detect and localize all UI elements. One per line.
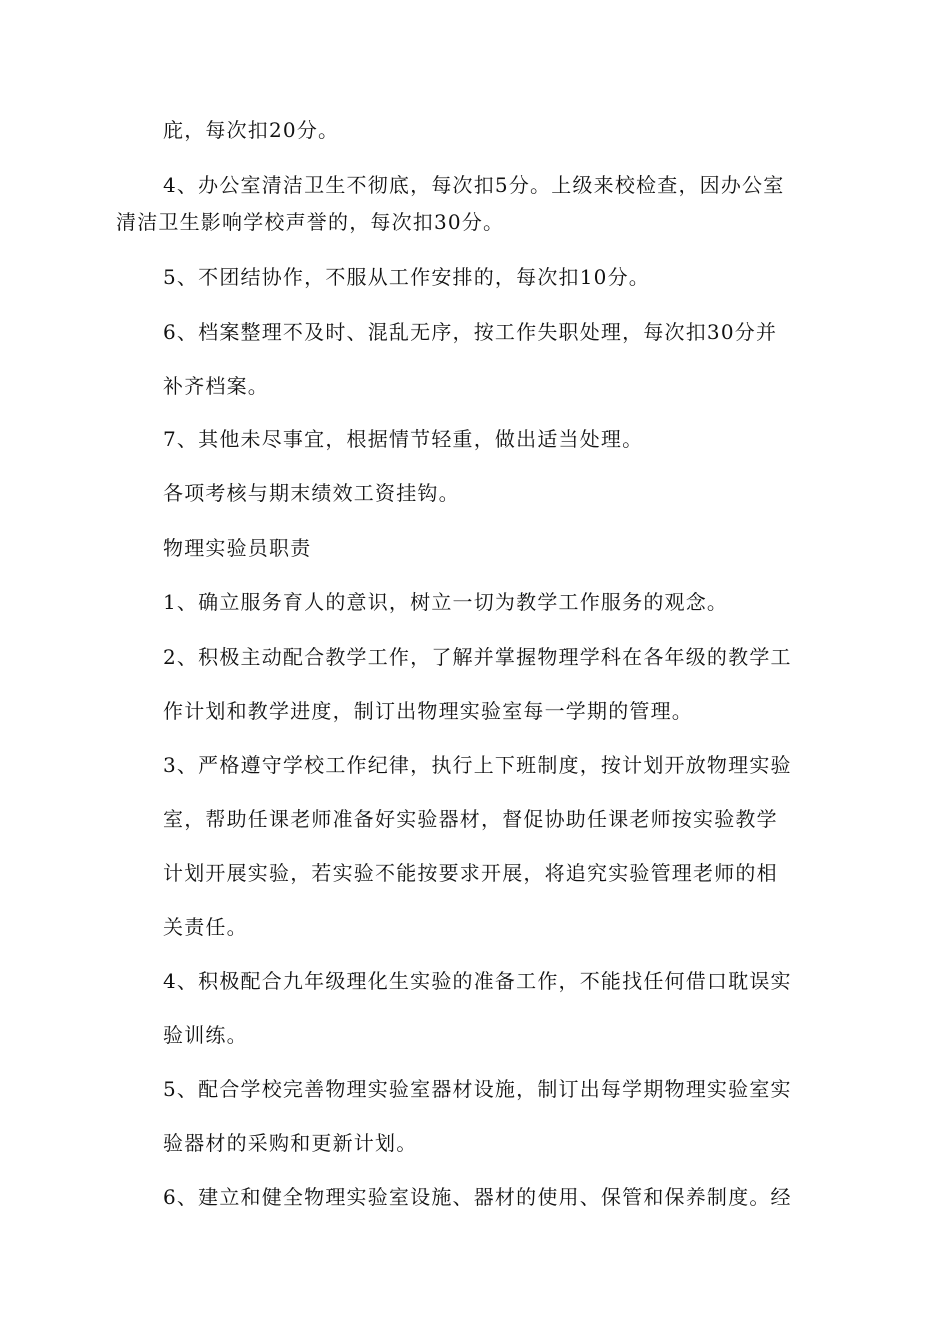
text-line: 5、不团结协作，不服从工作安排的，每次扣10分。 [163, 265, 650, 289]
text-line: 7、其他未尽事宜，根据情节轻重，做出适当处理。 [163, 427, 644, 451]
text-line: 6、建立和健全物理实验室设施、器材的使用、保管和保养制度。经 [163, 1185, 792, 1209]
text-line: 补齐档案。 [163, 374, 269, 398]
text-line: 2、积极主动配合教学工作，了解并掌握物理学科在各年级的教学工 [163, 645, 792, 669]
text-line: 各项考核与期末绩效工资挂钩。 [163, 481, 460, 505]
text-line: 清洁卫生影响学校声誉的，每次扣30分。 [116, 210, 505, 234]
text-line: 验器材的采购和更新计划。 [163, 1131, 418, 1155]
text-line: 室，帮助任课老师准备好实验器材，督促协助任课老师按实验教学 [163, 807, 778, 831]
text-line: 作计划和教学进度，制订出物理实验室每一学期的管理。 [163, 699, 693, 723]
text-line: 6、档案整理不及时、混乱无序，按工作失职处理，每次扣30分并 [163, 320, 778, 344]
text-line: 计划开展实验，若实验不能按要求开展，将追究实验管理老师的相 [163, 861, 778, 885]
text-line: 4、办公室清洁卫生不彻底，每次扣5分。上级来校检查，因办公室 [163, 173, 785, 197]
text-line: 验训练。 [163, 1023, 248, 1047]
text-line: 1、确立服务育人的意识，树立一切为教学工作服务的观念。 [163, 590, 729, 614]
text-line: 关责任。 [163, 915, 248, 939]
text-line: 3、严格遵守学校工作纪律，执行上下班制度，按计划开放物理实验 [163, 753, 792, 777]
text-line: 5、配合学校完善物理实验室器材设施，制订出每学期物理实验室实 [163, 1077, 792, 1101]
text-line: 4、积极配合九年级理化生实验的准备工作，不能找任何借口耽误实 [163, 969, 792, 993]
section-heading: 物理实验员职责 [163, 536, 312, 560]
text-line: 庇，每次扣20分。 [163, 118, 340, 142]
